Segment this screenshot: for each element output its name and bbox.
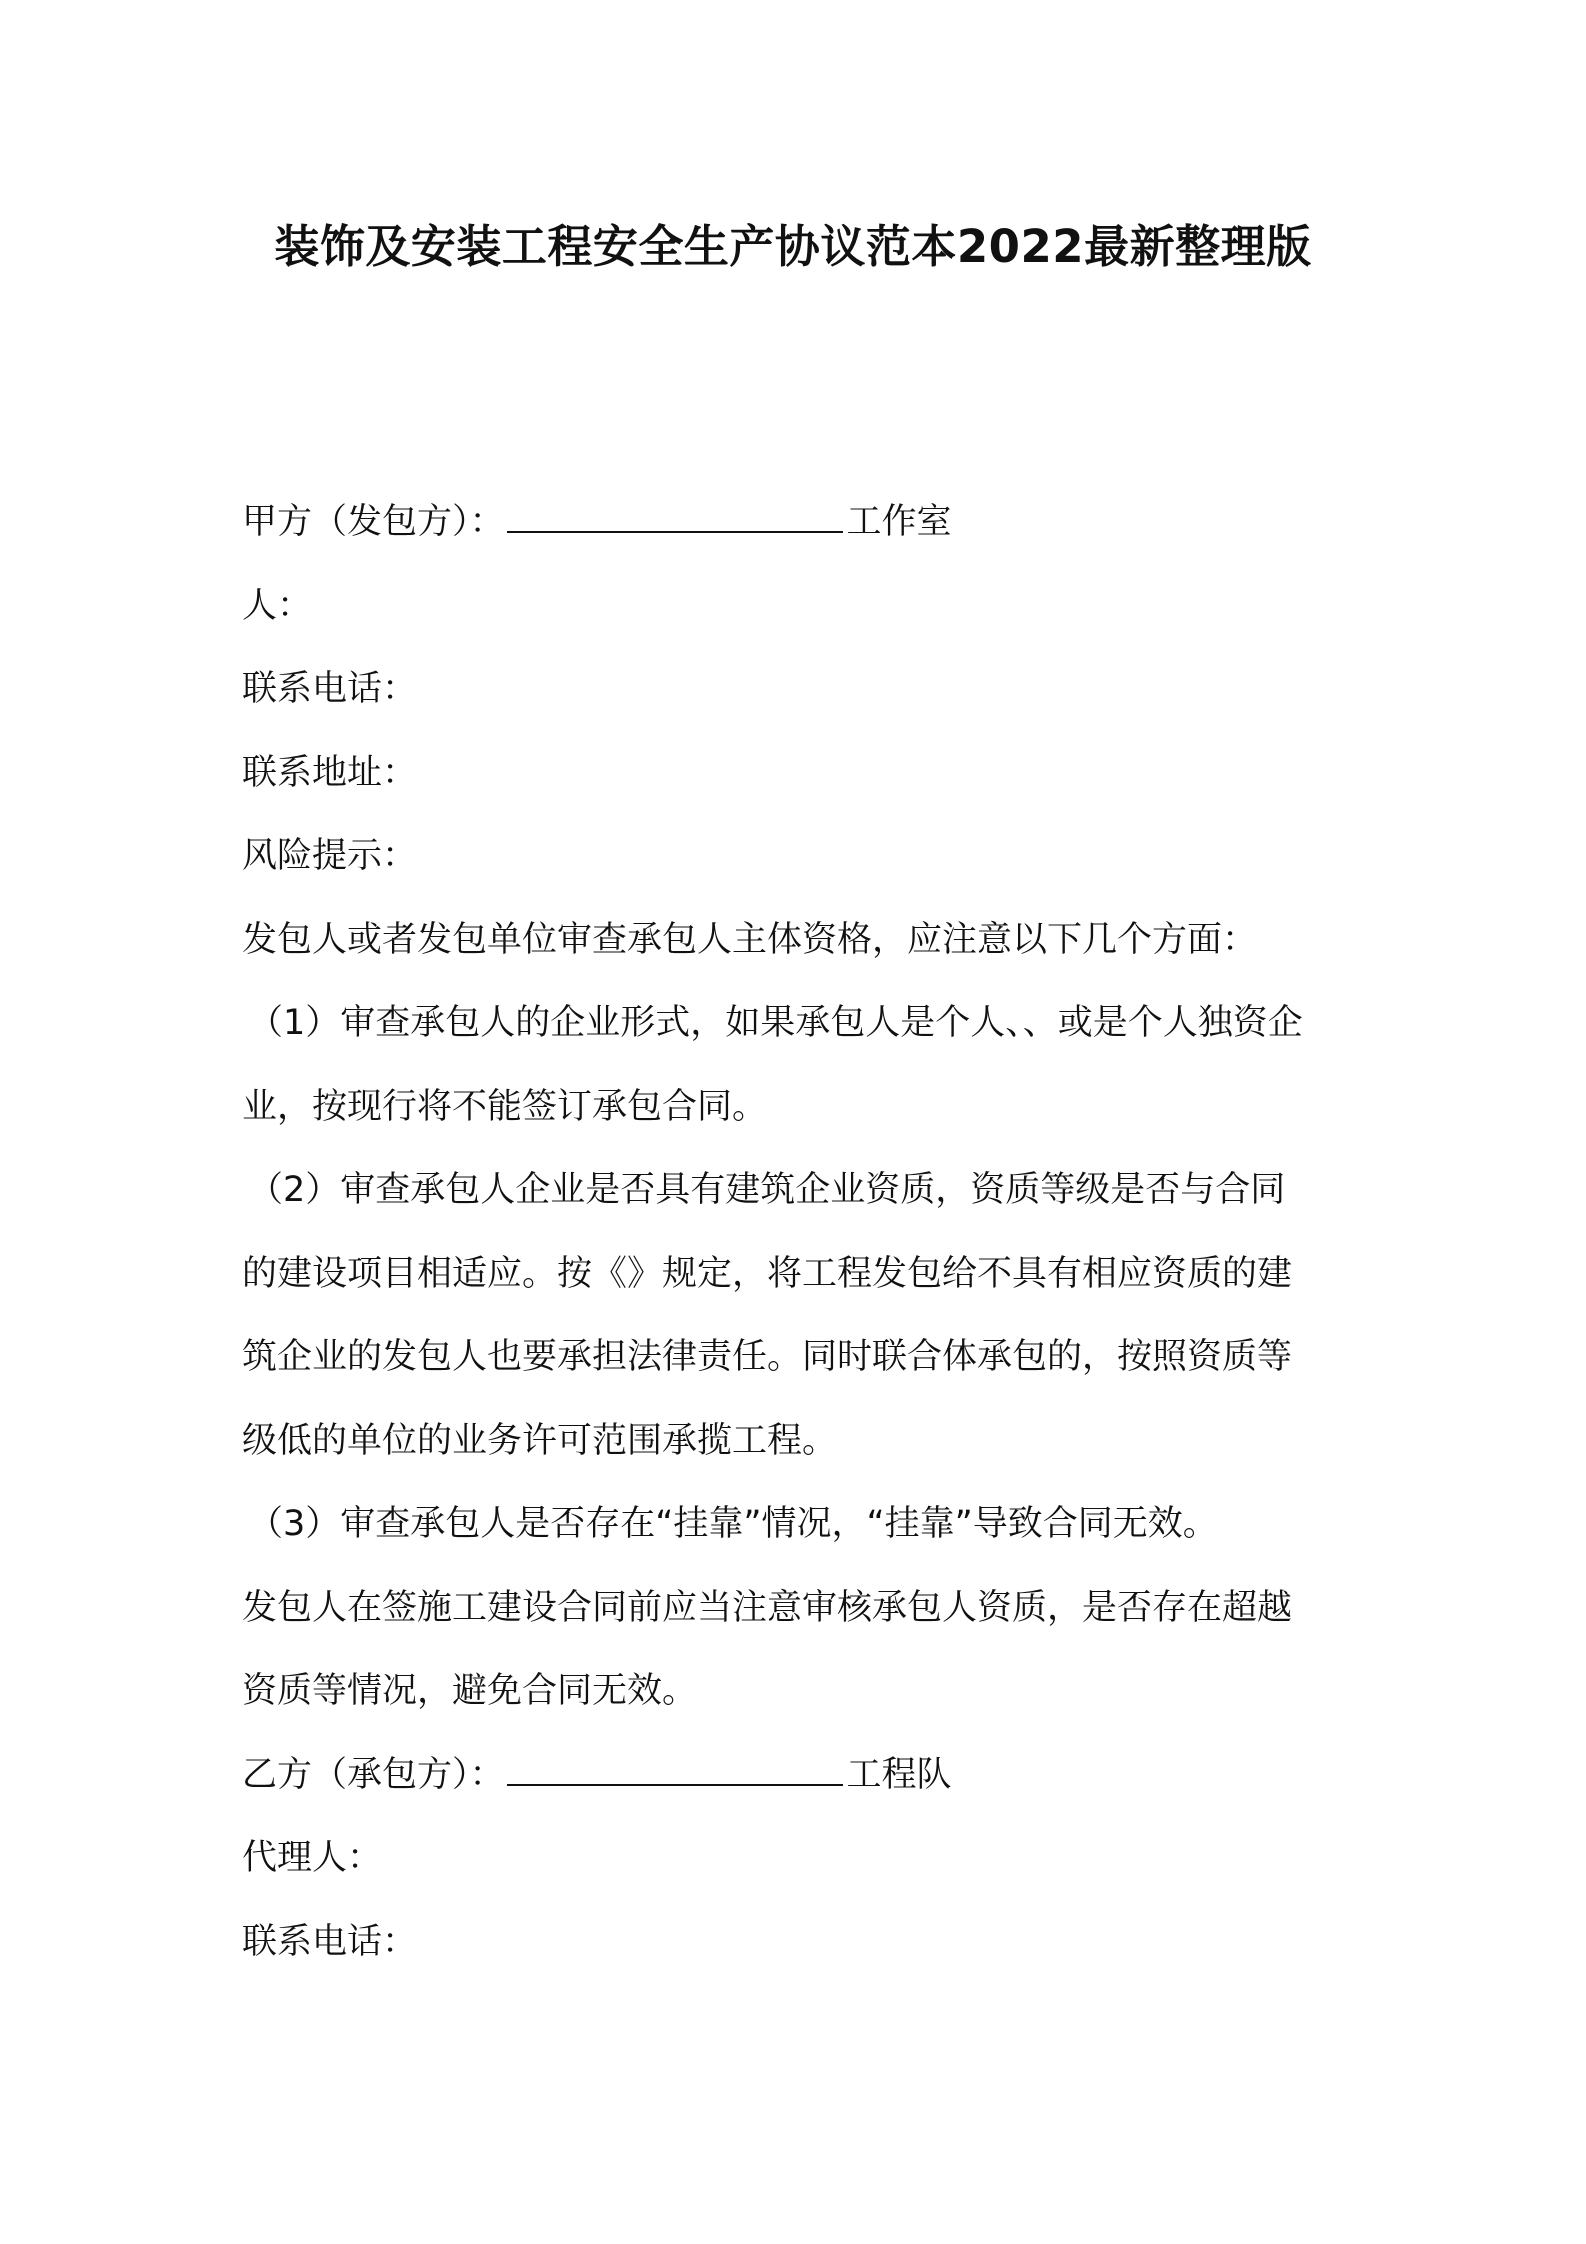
- risk-label: 风险提示：: [242, 836, 418, 876]
- item2-line: 筑企业的发包人也要承担法律责任。同时联合体承包的，按照资质等: [242, 1337, 1293, 1377]
- party-a-line: [242, 481, 1362, 565]
- item1-line: （1）审查承包人的企业形式，如果承包人是个人、、或是个人独资企: [248, 1003, 1303, 1043]
- party-b-blank: [507, 1760, 843, 1786]
- party-b-line: [242, 1734, 1362, 1818]
- item2-line: 的建设项目相适应。按《》规定，将工程发包给不具有相应资质的建: [242, 1253, 1293, 1294]
- item1-line: 业，按现行将不能签订承包合同。: [242, 1086, 768, 1127]
- party-a-person: 人：: [242, 585, 313, 626]
- document-title: 装饰及安装工程安全生产协议范本2022最新整理版: [274, 220, 1312, 273]
- party-a-phone: 联系电话：: [242, 669, 418, 709]
- party-b-label: 乙方（承包方）：: [242, 1754, 505, 1795]
- party-a-address: 联系地址：: [242, 752, 418, 793]
- item2-line: 级低的单位的业务许可范围承揽工程。: [242, 1420, 838, 1461]
- party-a-blank: [507, 507, 843, 533]
- party-a-label: 甲方（发包方）：: [242, 502, 505, 542]
- risk-intro: 发包人或者发包单位审查承包人主体资格，应注意以下几个方面：: [242, 919, 1258, 960]
- party-b-suffix: 工程队: [846, 1754, 952, 1795]
- document-body: [242, 481, 1362, 1984]
- closing-line: 资质等情况，避免合同无效。: [242, 1671, 698, 1711]
- closing-line: 发包人在签施工建设合同前应当注意审核承包人资质，是否存在超越: [242, 1587, 1293, 1628]
- item3-line: （3）审查承包人是否存在“挂靠”情况，“挂靠”导致合同无效。: [248, 1504, 1218, 1544]
- party-a-suffix: 工作室: [846, 502, 952, 542]
- item2-line: （2）审查承包人企业是否具有建筑企业资质，资质等级是否与合同: [248, 1170, 1286, 1210]
- party-b-phone: 联系电话：: [242, 1921, 418, 1962]
- party-b-agent: 代理人：: [242, 1838, 383, 1878]
